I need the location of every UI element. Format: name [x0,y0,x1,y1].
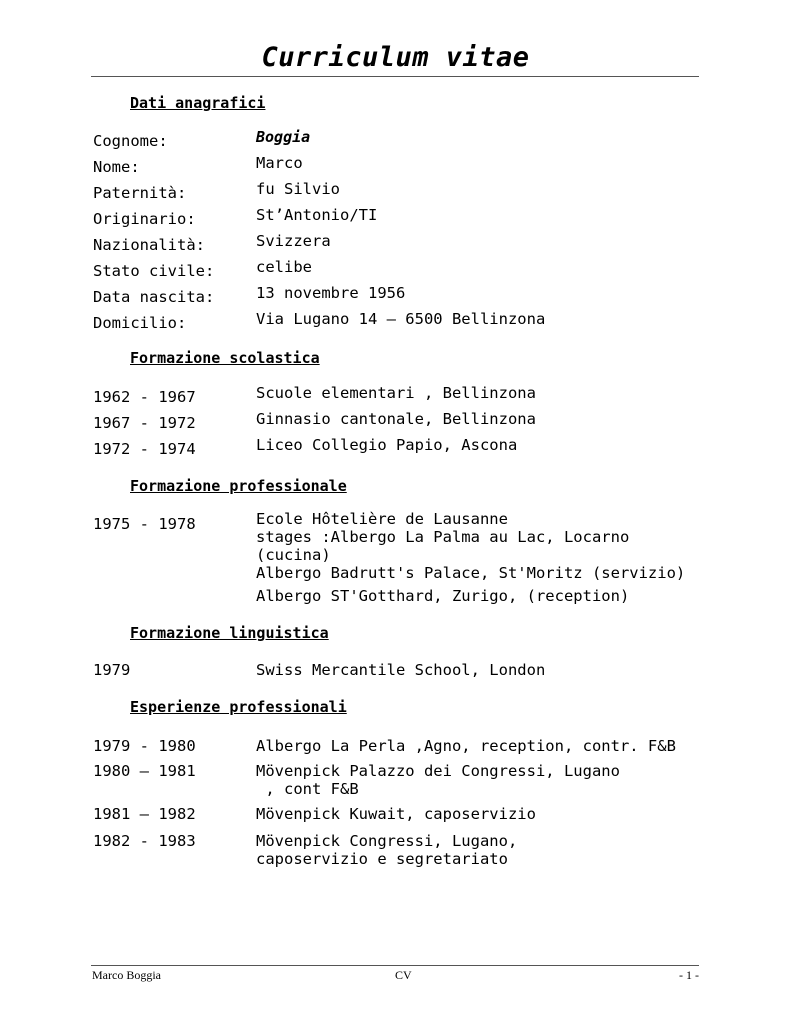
row-value-nazionalita: Svizzera [256,232,331,250]
row-value-esperienze-3-line-1: Mövenpick Kuwait, caposervizio [256,805,536,823]
row-label-nazionalita: Nazionalità: [93,236,205,254]
row-label-paternita: Paternità: [93,184,187,202]
section-heading-professionale: Formazione professionale [130,477,347,495]
section-heading-linguistica: Formazione linguistica [130,624,329,642]
row-value-stato-civile: celibe [256,258,312,276]
row-label-professionale-1: 1975 - 1978 [93,515,196,533]
row-value-professionale-line-2: stages :Albergo La Palma au Lac, Locarno [256,528,630,546]
row-value-nome: Marco [256,154,303,172]
row-value-esperienze-1-line-1: Albergo La Perla ,Agno, reception, contr. F&B [256,737,676,755]
row-value-professionale-line-5: Albergo ST'Gotthard, Zurigo, (reception) [256,587,630,605]
row-label-cognome: Cognome: [93,132,168,150]
row-value-scolastica-3: Liceo Collegio Papio, Ascona [256,436,518,454]
row-value-professionale-line-3: (cucina) [256,546,331,564]
row-label-scolastica-2: 1967 - 1972 [93,414,196,432]
row-value-paternita: fu Silvio [256,180,340,198]
row-value-linguistica-1: Swiss Mercantile School, London [256,661,546,679]
row-value-esperienze-2-line-2: , cont F&B [256,780,359,798]
row-value-esperienze-4-line-2: caposervizio e segretariato [256,850,508,868]
row-value-cognome: Boggia [256,128,311,146]
row-label-originario: Originario: [93,210,196,228]
section-heading-anagrafici: Dati anagrafici [130,94,266,112]
footer-author: Marco Boggia [92,968,161,982]
footer-document-type: CV [395,968,412,982]
row-label-esperienze-1: 1979 - 1980 [93,737,196,755]
row-label-esperienze-2: 1980 – 1981 [93,762,196,780]
row-label-linguistica-1: 1979 [93,661,131,679]
row-label-domicilio: Domicilio: [93,314,187,332]
section-heading-esperienze: Esperienze professionali [130,698,347,716]
row-label-scolastica-1: 1962 - 1967 [93,388,196,406]
row-value-esperienze-2-line-1: Mövenpick Palazzo dei Congressi, Lugano [256,762,620,780]
row-label-esperienze-4: 1982 - 1983 [93,832,196,850]
row-value-scolastica-1: Scuole elementari , Bellinzona [256,384,536,402]
row-value-esperienze-4-line-1: Mövenpick Congressi, Lugano, [256,832,518,850]
row-label-stato-civile: Stato civile: [93,262,215,280]
row-value-professionale-line-1: Ecole Hôtelière de Lausanne [256,510,508,528]
row-label-data-nascita: Data nascita: [93,288,215,306]
section-heading-scolastica: Formazione scolastica [130,349,320,367]
row-label-nome: Nome: [93,158,140,176]
page-title: Curriculum vitae [261,42,530,73]
row-value-originario: St’Antonio/TI [256,206,378,224]
row-value-domicilio: Via Lugano 14 – 6500 Bellinzona [256,310,546,328]
row-value-data-nascita: 13 novembre 1956 [256,284,406,302]
row-label-esperienze-3: 1981 – 1982 [93,805,196,823]
footer-rule [91,965,699,966]
row-value-professionale-line-4: Albergo Badrutt's Palace, St'Moritz (servizio) [256,564,686,582]
footer-page-number: - 1 - [679,968,699,982]
row-label-scolastica-3: 1972 - 1974 [93,440,196,458]
title-rule [91,76,699,77]
row-value-scolastica-2: Ginnasio cantonale, Bellinzona [256,410,536,428]
